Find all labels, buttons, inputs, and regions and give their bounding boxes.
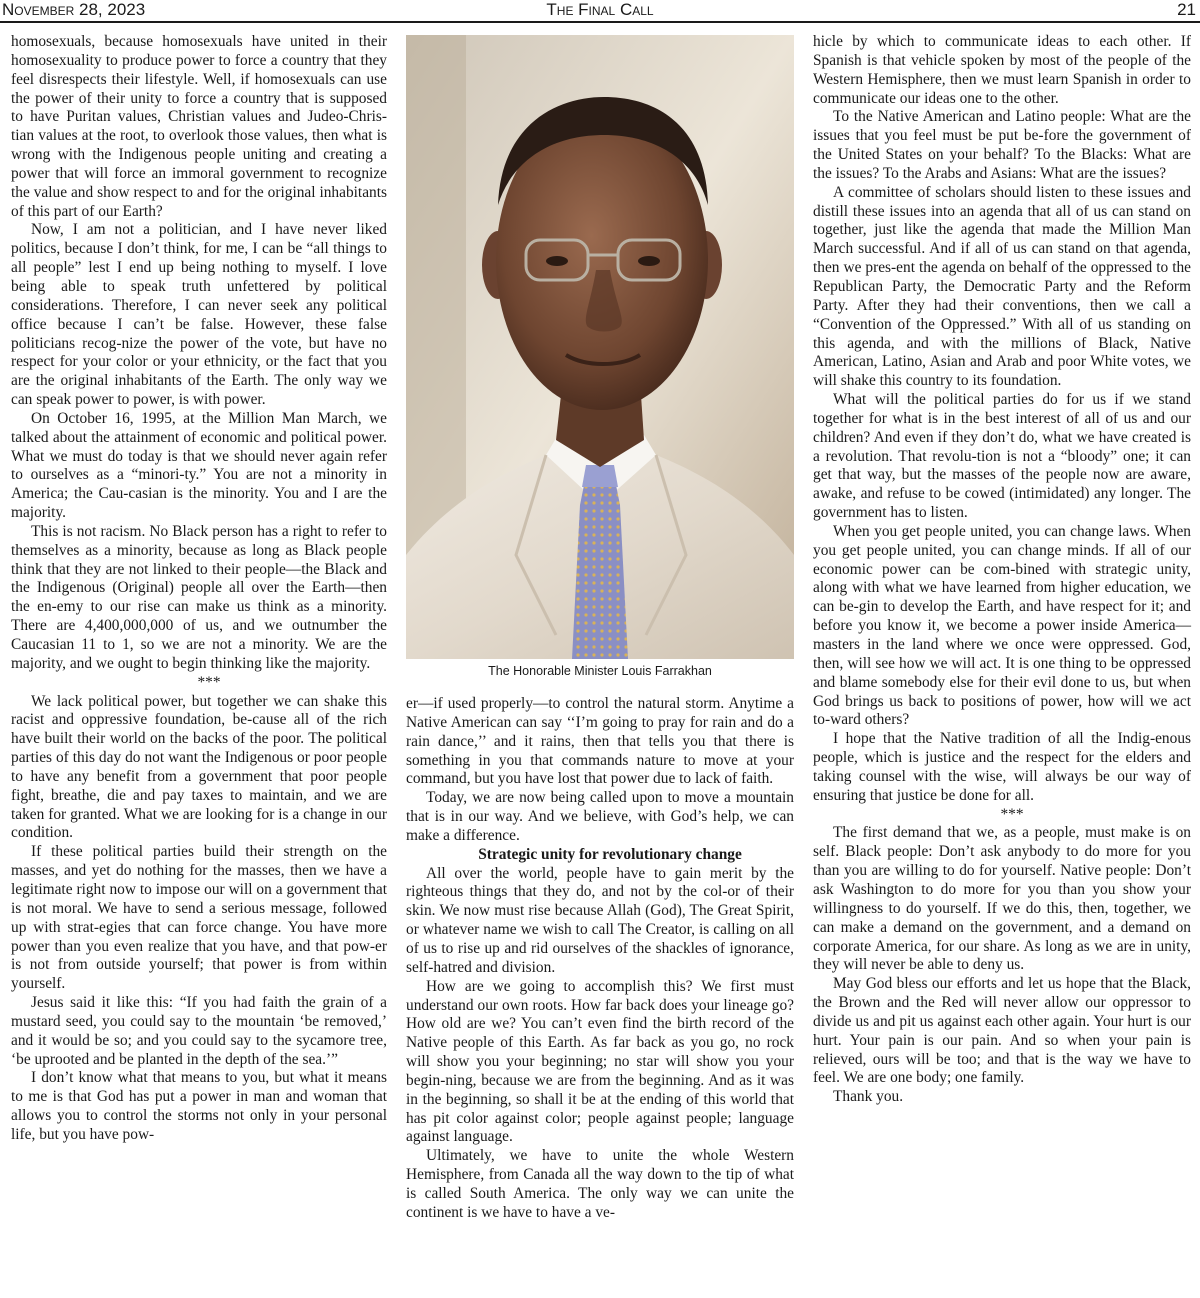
- section-separator: ***: [197, 673, 221, 691]
- paragraph: How are we going to accomplish this? We first must understand our own roots. How far back does your lineage go? How old are we? You can’t even find the birth record of the Native people of this Earth. As far back as you go, no rock will show you your beginning; no star will show you your begin-ning, because we are from the beginning. And as it was in the beginning, so shall it be at the ending of this world that has pit color against color; people against people; language against language.: [406, 977, 794, 1146]
- paragraph: Now, I am not a politician, and I have never liked politics, because I don’t think, for me, I can be “all things to all people” lest I end up being nothing to myself. I love being able to speak truth unfettered by political considerations. Therefore, I can never seek any political office because I can’t be false. However, these false politicians recog-nize the power of the vote, but have no respect for your color or your ethnicity, or the fact that you are the original inhabitants of the Earth. The only way we can speak power to power, is with power.: [11, 221, 387, 409]
- paragraph: Thank you.: [833, 1088, 904, 1106]
- photo-caption: The Honorable Minister Louis Farrakhan: [488, 664, 712, 678]
- article-column-3: [813, 33, 1191, 1107]
- paragraph: If these political parties build their strength on the masses, and yet do nothing for the masses, then we have a legitimate right now to impose our will on a government that is not moral. We have to send a serious message, followed up with strat-egies that can force change. You have more power than you even realize that you have, and that pow-er is not from outside yourself; that power is from within yourself.: [11, 843, 387, 993]
- paragraph: We lack political power, but together we can shake this racist and oppressive foundation, be-cause all of the rich have built their world on the backs of the poor. The political parties of this day do not want the Indigenous or poor people to have any benefit from a government that poor people fight, breathe, die and pay taxes to maintain, and we are taken for granted. What we are looking for is a change in our condition.: [11, 692, 387, 842]
- paragraph: hicle by which to communicate ideas to each other. If Spanish is that vehicle spoken by most of the people of the Western Hemisphere, then we must learn Spanish in order to communicate our ideas one to the other.: [813, 33, 1191, 107]
- paragraph: To the Native American and Latino people: What are the issues that you feel must be put be-fore the government of the United States on your behalf? To the Blacks: What are the issues? To the Arabs and Asians: What are the issues?: [813, 108, 1191, 182]
- paragraph: I hope that the Native tradition of all the Indig-enous people, which is justice and the respect for the elders and taking counsel with the wise, will always be our way of ensuring that justice be done for all.: [813, 730, 1191, 804]
- paragraph: I don’t know what that means to you, but what it means to me is that God has put a power in man and woman that allows you to control the storms not only in your personal life, but you have pow-: [11, 1069, 387, 1143]
- section-subhead: Strategic unity for revolutionary change: [478, 845, 742, 863]
- paragraph: er—if used properly—to control the natural storm. Anytime a Native American can say ‘‘I’m going to pray for rain and do a rain dance,’’ and it rains, then that tells you that there is something in you that commands nature to move at your command, but you have lost that power due to lack of faith.: [406, 695, 794, 788]
- paragraph: May God bless our efforts and let us hope that the Black, the Brown and the Red will never allow our oppressor to divide us and pit us against each other again. Your hurt is our hurt. Your pain is our pain. And so when your pain is relieved, ours will be too; and that is the way we have to feel. We are one body; one family.: [813, 975, 1191, 1087]
- paragraph: Jesus said it like this: “If you had faith the grain of a mustard seed, you could say to the mountain ‘be removed,’ and it would be so; and you could say to the sycamore tree, ‘be uprooted and be planted in the depth of the sea.’”: [11, 994, 387, 1068]
- issue-date: November 28, 2023: [2, 0, 146, 19]
- section-separator: ***: [1000, 805, 1024, 823]
- page-number: 21: [1177, 0, 1196, 19]
- paragraph: Today, we are now being called upon to move a mountain that is in our way. And we believe, with God’s help, we can make a difference.: [406, 789, 794, 844]
- paragraph: On October 16, 1995, at the Million Man March, we talked about the attainment of economic and political power. What we must do today is that we should never again refer to ourselves as a “minori-ty.” You are not a minority in America; the Cau-casian is the minority. You and I are the majority.: [11, 409, 387, 522]
- paragraph: A committee of scholars should listen to these issues and distill these issues into an agenda that all of us can stand on together, just like the agenda that made the Million Man March successful. And if all of us can stand on that agenda, then we pres-ent the agenda on behalf of the oppressed to the Republican Party, the Democratic Party and the Reform Party. After they had their conventions, then we call a “Convention of the Oppressed.” With all of us standing on this agenda, and with the millions of Black, Native American, Latino, Asian and Arab and poor White votes, we will shake this country to its foundation.: [813, 183, 1191, 390]
- paragraph: When you get people united, you can change laws. When you get people united, you can change minds. If all of our economic power can be com-bined with strategic unity, along with what we have learned from higher education, we can be-gin to develop the Earth, and have respect for it; and before you know it, we become a power inside America—masters in the land where we once were oppressed. God, then, will see how we will act. It is one thing to be oppressed and blame somebody else for their evil done to us, but when God brings us back to positions of power, how will we act to-ward others?: [813, 522, 1191, 729]
- paragraph: The first demand that we, as a people, must make is on self. Black people: Don’t ask anybody to do more for you than you are willing to do for yourself. Native people: Don’t ask Washington to do more for you than you show your willingness to do yourself. If we do this, then, together, we can make a demand on the government, and a demand on corporate America, for our share. As long as we are in unity, they will never be able to deny us.: [813, 824, 1191, 974]
- paragraph: What will the political parties do for us if we stand together for what is in the best interest of all of us and our children? And even if they don’t do, what we have created is a revolution. That revolu-tion is not a “bloody” one; it can get that way, but the masses of the people now are aware, awake, and refuse to be cowed (intimidated) any longer. The government has to listen.: [813, 391, 1191, 522]
- paragraph: homosexuals, because homosexuals have united in their homosexuality to produce power to force a country that they feel disrespects their lifestyle. Well, if homosexuals can use the power of their unity to force a country that is supposed to have Puritan values, Christian values and Judeo-Chris-tian values at the root, to overlook those values, then what is wrong with the Indigenous people uniting and creating a power that will force an immoral government to recognize the value and show respect to and for the original inhabitants of this part of our Earth?: [11, 33, 387, 220]
- publication-title: The Final Call: [546, 0, 654, 19]
- portrait-photo: [406, 35, 794, 659]
- portrait-illustration: [406, 35, 794, 659]
- article-column-2: [406, 695, 794, 1223]
- paragraph: This is not racism. No Black person has a right to refer to themselves as a minority, because as long as Black people think that they are not linked to their people—the Black and the Indigenous (Original) people all over the Earth—then the en-emy to our rise can make us think as a minority. There are 4,400,000,000 of us, and we outnumber the Caucasian 11 to 1, so we are not a minority. We are the majority, and we ought to begin thinking like the majority.: [11, 522, 387, 672]
- paragraph: Ultimately, we have to unite the whole Western Hemisphere, from Canada all the way down to the tip of what is called South America. The only way we can unite the continent is we have to have a ve-: [406, 1147, 794, 1221]
- article-column-1: [11, 33, 387, 1145]
- paragraph: All over the world, people have to gain merit by the righteous things that they do, and not by the col-or of their skin. We now must rise because Allah (God), The Great Spirit, or whatever name we wish to call The Creator, is calling on all of us to rise up and rid ourselves of the shackles of ignorance, self-hatred and division.: [406, 864, 794, 976]
- page-header: [0, 0, 1200, 23]
